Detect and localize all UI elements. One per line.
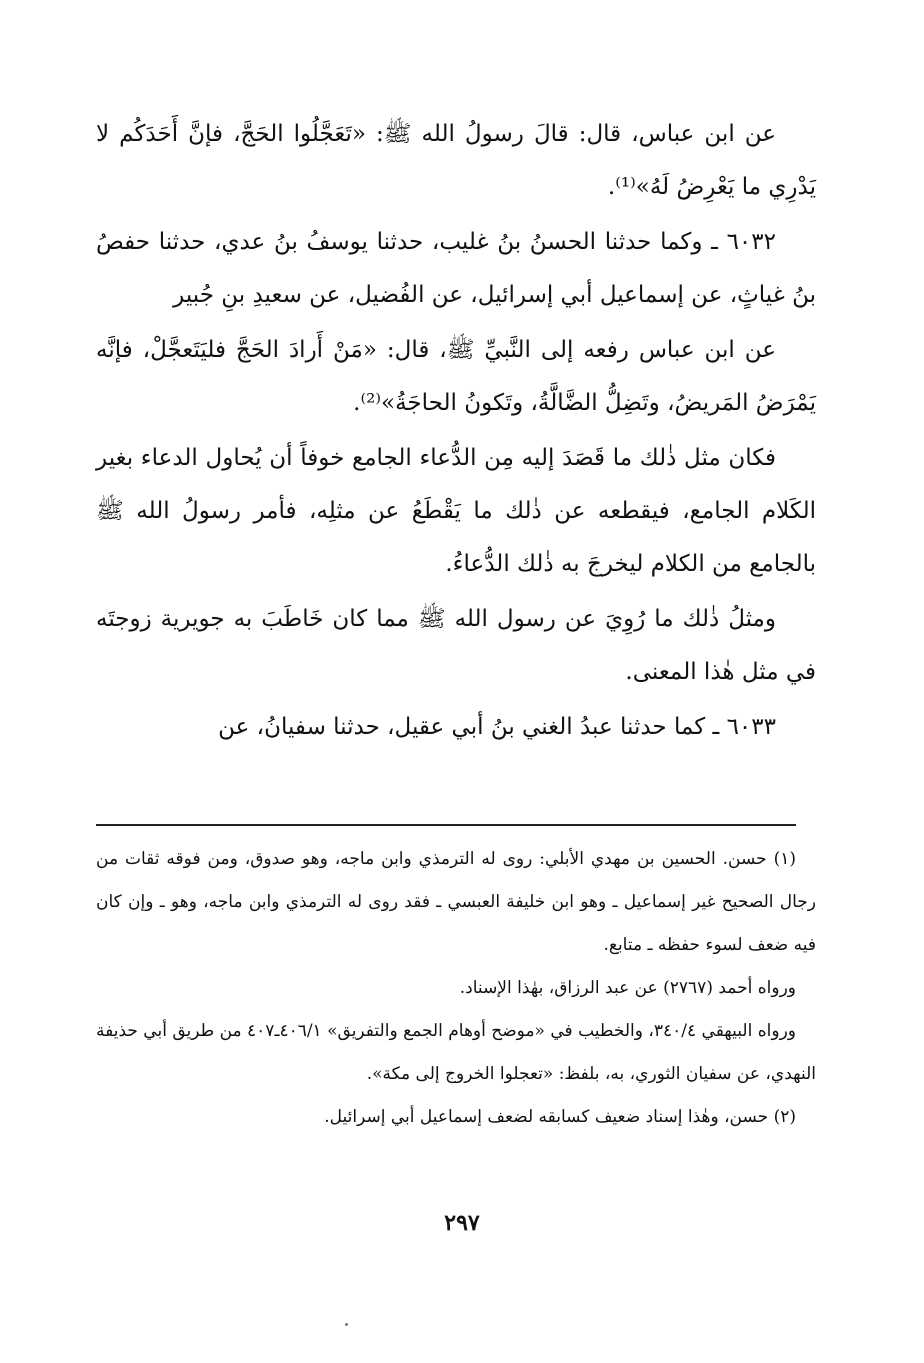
main-text [96,108,816,756]
paragraph-commentary-1: فكان مثل ذٰلك ما قَصَدَ إليه مِن الدُّعاء الجامع خوفاً أن يُحاول الدعاء بغير الكَلام الجامع، فيقطعه عن ذٰلك ما يَقْطَعُ عن مثلِه، فأمر رسولُ الله ﷺ بالجامع من الكلام ليخرجَ به ذٰلك الدُّعاءُ. [96,445,816,577]
page-number: ٢٩٧ [444,1210,480,1236]
paragraph-hadith-2: عن ابن عباس رفعه إلى النَّبيِّ ﷺ، قال: «مَنْ أَرادَ الحَجَّ فليَتَعجَّلْ، فإنَّه يَمْرَضُ المَريضُ، وتَضِلُّ الضَّالَّةُ، وتَكونُ الحاجَةُ»⁽²⁾. [96,337,816,416]
paragraph-hadith-1: عن ابن عباس، قال: قالَ رسولُ الله ﷺ: «تَعَجَّلُوا الحَجَّ، فإنَّ أَحَدَكُم لا يَدْرِي ما يَعْرِضُ لَهُ»⁽¹⁾. [96,121,816,200]
scan-speck [345,1323,348,1326]
footnote-1-ahmad: ورواه أحمد (٢٧٦٧) عن عبد الرزاق، بهٰذا الإسناد. [459,978,796,998]
paragraph-isnad-6033: ٦٠٣٣ ـ كما حدثنا عبدُ الغني بنُ أبي عقيل، حدثنا سفيانُ، عن [218,714,776,740]
paragraph-isnad-6032: ٦٠٣٢ ـ وكما حدثنا الحسنُ بنُ غليب، حدثنا يوسفُ بنُ عدي، حدثنا حفصُ بنُ غياثٍ، عن إسماعيل أبي إسرائيل، عن الفُضيل، عن سعيدِ بنِ جُبير [96,229,816,308]
footnotes [96,838,816,1139]
footnote-divider [96,824,796,826]
paragraph-commentary-2: ومثلُ ذٰلك ما رُوِيَ عن رسول الله ﷺ مما كان خَاطَبَ به جويرية زوجتَه في مثل هٰذا المعنى. [96,606,816,685]
footnote-1: (١) حسن. الحسين بن مهدي الأبلي: روى له الترمذي وابن ماجه، وهو صدوق، ومن فوقه ثقات من رجال الصحيح غير إسماعيل ـ وهو ابن خليفة العبسي ـ فقد روى له الترمذي وابن ماجه، وهو ـ وإن كان فيه ضعف لسوء حفظه ـ متابع. [96,849,816,955]
footnote-2: (٢) حسن، وهٰذا إسناد ضعيف كسابقه لضعف إسماعيل أبي إسرائيل. [324,1107,796,1127]
footnote-1-bayhaqi: ورواه البيهقي ٣٤٠/٤، والخطيب في «موضح أوهام الجمع والتفريق» ٤٠٦/١ـ٤٠٧ من طريق أبي حذيفة النهدي، عن سفيان الثوري، به، بلفظ: «تعجلوا الخروج إلى مكة». [96,1021,816,1084]
